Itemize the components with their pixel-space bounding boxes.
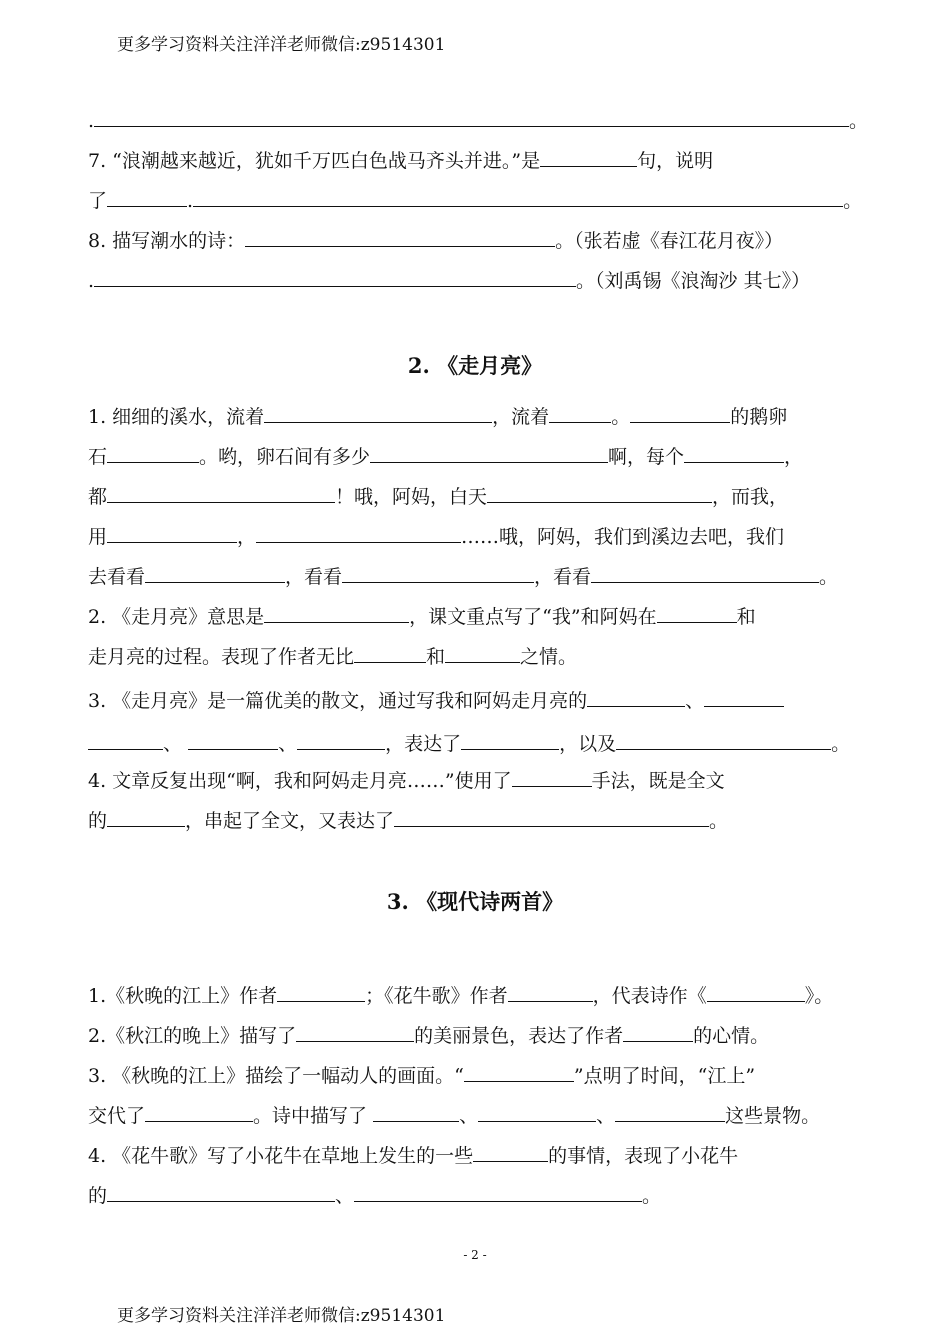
s2-q1-line-3: 都 ！哦，阿妈，白天 ，而我， [88, 482, 868, 510]
s3-q4-line-2: 的 、 。 [88, 1181, 868, 1209]
s2-q1-line-2: 石 。哟，卵石间有多少 啊，每个 ， [88, 442, 868, 470]
s3-q4-line-1: 4. 《花牛歌》写了小花牛在草地上发生的一些 的事情，表现了小花牛 [88, 1141, 868, 1169]
s2-q4-line-1: 4. 文章反复出现“啊，我和阿妈走月亮……”使用了 手法，既是全文 [88, 766, 868, 794]
s2-q2-line-1: 2. 《走月亮》意思是 ，课文重点写了“我”和阿妈在 和 [88, 602, 868, 630]
question-7-line-1: 7. “浪潮越来越近，犹如千万匹白色战马齐头并进。”是 句，说明 [88, 146, 868, 174]
s2-q2-line-2: 走月亮的过程。表现了作者无比 和 之情。 [88, 642, 868, 670]
s2-q1-line-5: 去看看 ，看看 ，看看 。 [88, 562, 868, 590]
s3-q3-line-2: 交代了 。诗中描写了 、 、 这些景物。 [88, 1101, 868, 1129]
section-3-title: 3. 《现代诗两首》 [386, 889, 564, 914]
header-watermark: 更多学习资料关注洋洋老师微信:z9514301 [117, 35, 446, 55]
question-7-line-2: 了 . 。 [88, 186, 868, 214]
s3-q3-line-1: 3. 《秋晚的江上》描绘了一幅动人的画面。“ ”点明了时间，“江上” [88, 1061, 868, 1089]
s3-q1: 1.《秋晚的江上》作者 ；《花牛歌》作者 ，代表诗作《 》。 [88, 981, 868, 1009]
s3-q2: 2.《秋江的晚上》描写了 的美丽景色，表达了作者 的心情。 [88, 1021, 868, 1049]
section-2-title: 2. 《走月亮》 [407, 353, 543, 378]
page-number: - 2 - [463, 1248, 487, 1262]
answer-line-continuation: . 。 [88, 106, 868, 134]
s2-q1-line-1: 1. 细细的溪水，流着 ，流着 。 的鹅卵 [88, 402, 868, 430]
question-8-line-1: 8. 描写潮水的诗： 。（张若虚《春江花月夜》） [88, 226, 868, 254]
s2-q3-line-2: 、 、 ，表达了 ，以及 。 [88, 729, 868, 757]
s2-q3-line-1: 3. 《走月亮》是一篇优美的散文，通过写我和阿妈走月亮的 、 [88, 686, 868, 714]
s2-q4-line-2: 的 ，串起了全文，又表达了 。 [88, 806, 868, 834]
question-8-line-2: . 。（刘禹锡《浪淘沙 其七》） [88, 266, 868, 294]
s2-q1-line-4: 用 ， ……哦，阿妈，我们到溪边去吧，我们 [88, 522, 868, 550]
footer-watermark: 更多学习资料关注洋洋老师微信:z9514301 [117, 1306, 446, 1326]
